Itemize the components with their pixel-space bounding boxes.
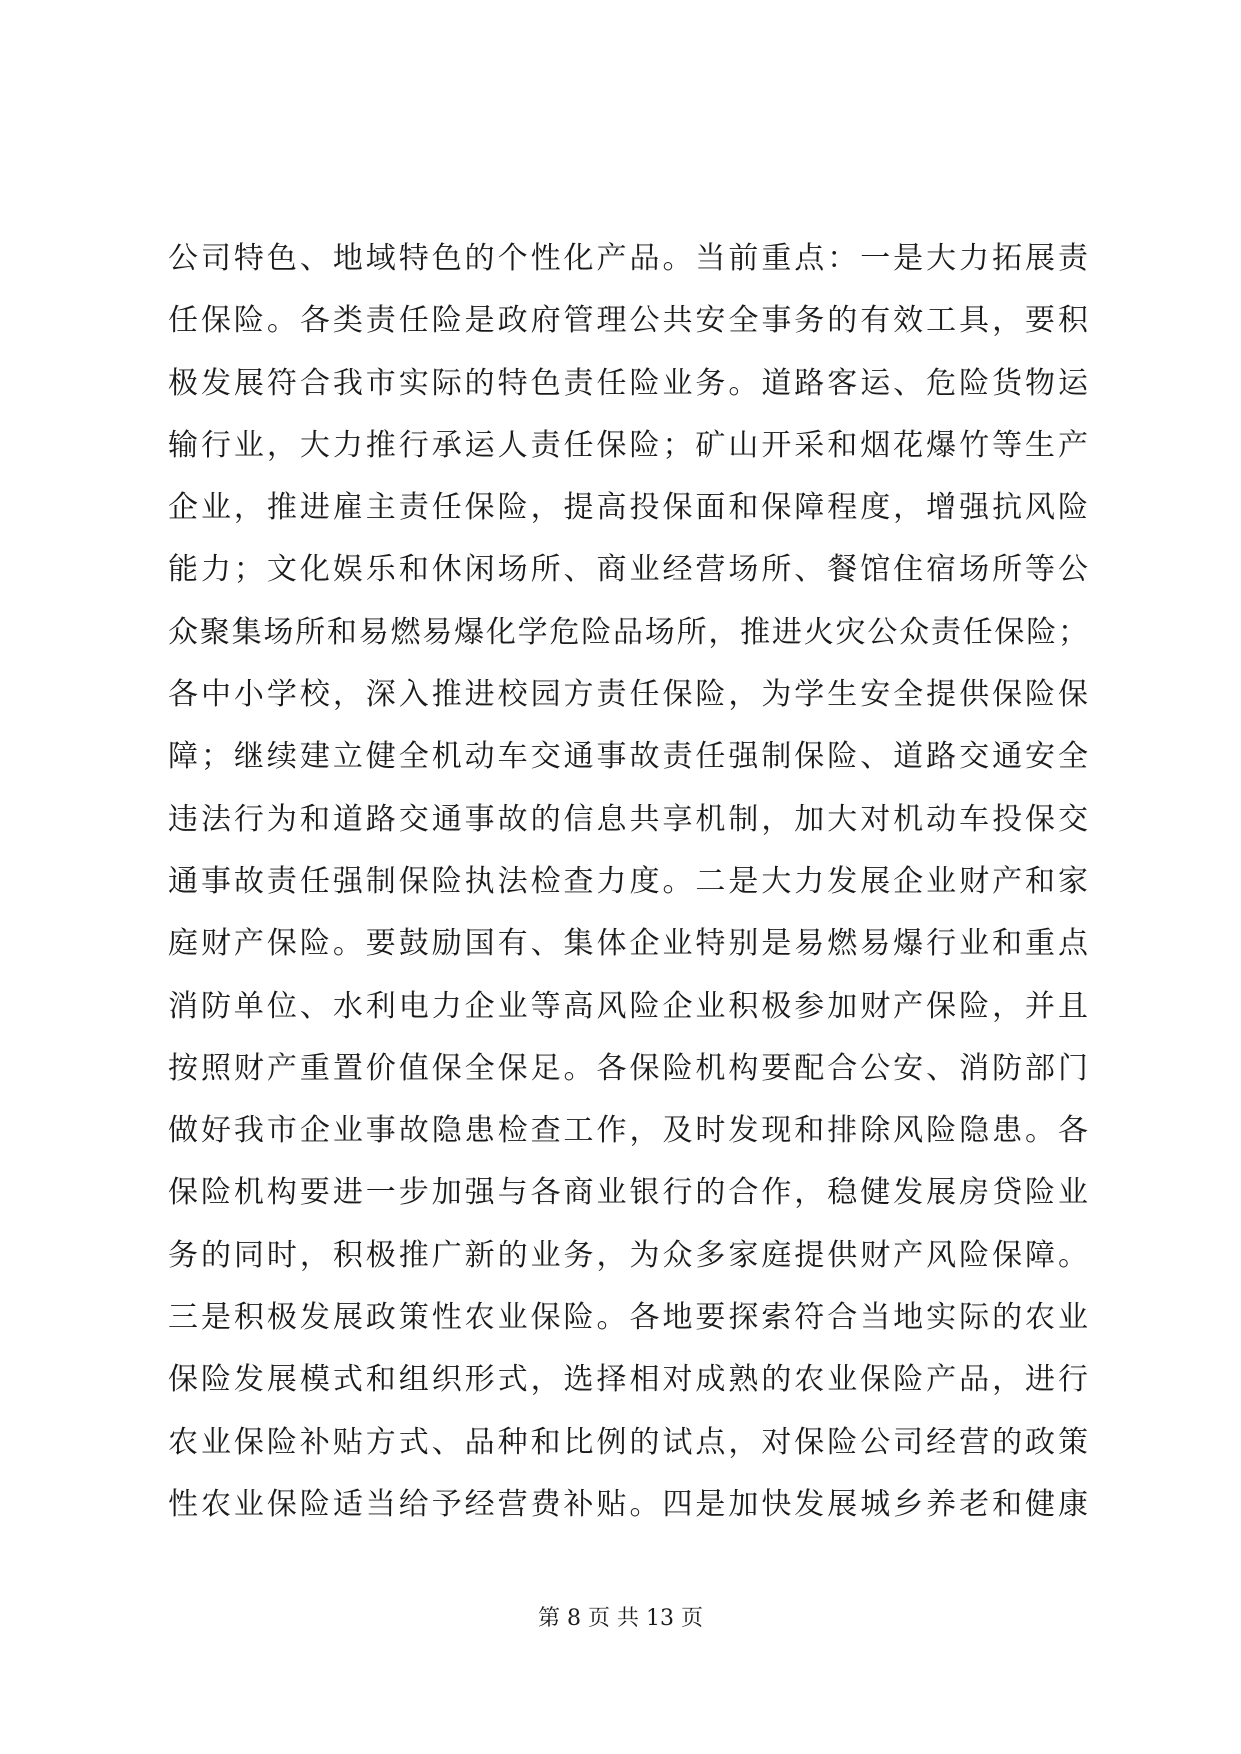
text-line: 消防单位、水利电力企业等高风险企业积极参加财产保险，并且: [168, 988, 1088, 1024]
text-line: 通事故责任强制保险执法检查力度。二是大力发展企业财产和家: [168, 863, 1088, 899]
text-line: 按照财产重置价值保全保足。各保险机构要配合公安、消防部门: [168, 1050, 1088, 1086]
text-line: 极发展符合我市实际的特色责任险业务。道路客运、危险货物运: [168, 365, 1088, 401]
text-line: 做好我市企业事故隐患检查工作，及时发现和排除风险隐患。各: [168, 1113, 1088, 1149]
body-text: [168, 228, 1088, 1536]
text-line: 企业，推进雇主责任保险，提高投保面和保障程度，增强抗风险: [168, 490, 1088, 526]
text-line: 庭财产保险。要鼓励国有、集体企业特别是易燃易爆行业和重点: [168, 926, 1088, 962]
text-line: 农业保险补贴方式、品种和比例的试点，对保险公司经营的政策: [168, 1424, 1088, 1460]
text-line: 输行业，大力推行承运人责任保险；矿山开采和烟花爆竹等生产: [168, 427, 1088, 463]
text-line: 违法行为和道路交通事故的信息共享机制，加大对机动车投保交: [168, 801, 1088, 837]
text-line: 公司特色、地域特色的个性化产品。当前重点：一是大力拓展责: [168, 241, 1088, 276]
page-footer: 第 8 页 共 13 页: [538, 1606, 703, 1631]
text-line: 能力；文化娱乐和休闲场所、商业经营场所、餐馆住宿场所等公: [168, 552, 1088, 588]
text-line: 任保险。各类责任险是政府管理公共安全事务的有效工具，要积: [168, 303, 1088, 339]
text-line: 性农业保险适当给予经营费补贴。四是加快发展城乡养老和健康: [168, 1486, 1088, 1522]
text-line: 三是积极发展政策性农业保险。各地要探索符合当地实际的农业: [168, 1300, 1088, 1336]
text-line: 障；继续建立健全机动车交通事故责任强制保险、道路交通安全: [168, 739, 1088, 775]
text-line: 众聚集场所和易燃易爆化学危险品场所，推进火灾公众责任保险；: [168, 614, 1088, 650]
text-line: 务的同时，积极推广新的业务，为众多家庭提供财产风险保障。: [168, 1237, 1088, 1273]
text-line: 保险发展模式和组织形式，选择相对成熟的农业保险产品，进行: [168, 1362, 1088, 1398]
text-line: 保险机构要进一步加强与各商业银行的合作，稳健发展房贷险业: [168, 1175, 1088, 1211]
text-line: 各中小学校，深入推进校园方责任保险，为学生安全提供保险保: [168, 677, 1088, 713]
